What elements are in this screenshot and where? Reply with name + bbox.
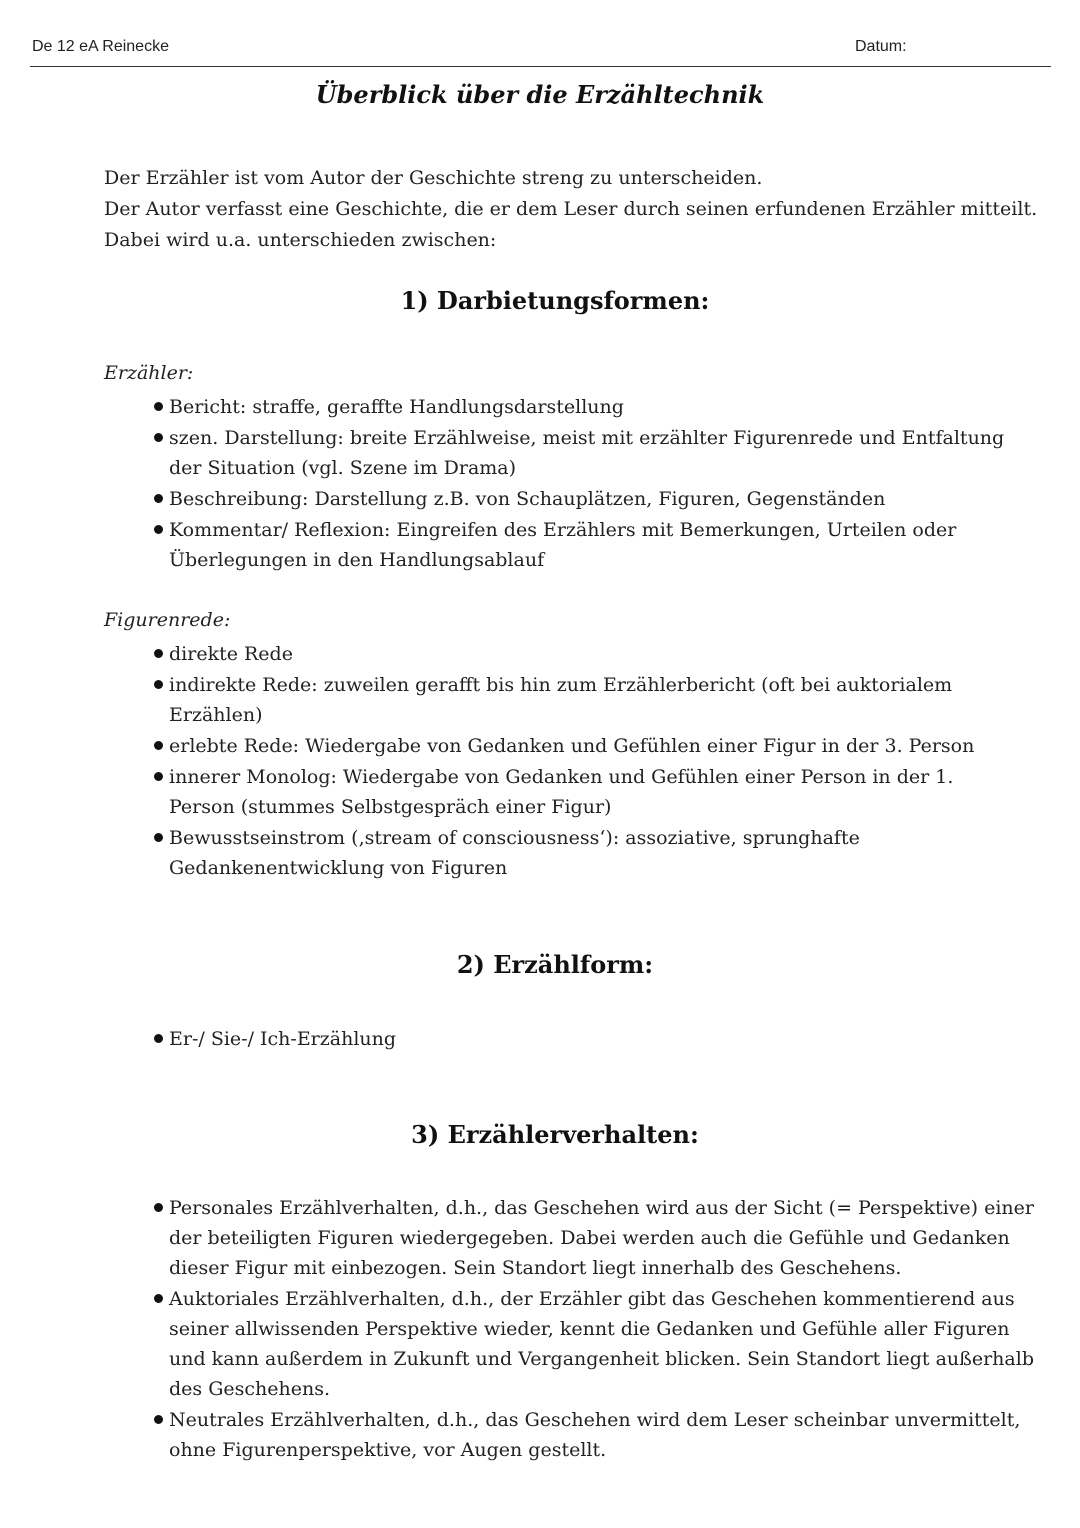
bullet-icon (154, 1034, 163, 1043)
bullet-icon (154, 649, 163, 658)
figurenrede-label: Figurenrede: (104, 609, 231, 631)
date-label: Datum: (855, 38, 907, 55)
page-title: Überblick über die Erzähltechnik (315, 80, 765, 109)
list-item-text: Beschreibung: Darstellung z.B. von Schauplätzen, Figuren, Gegenständen (169, 488, 886, 510)
list-item (152, 1193, 1032, 1283)
erzaehler-label: Erzähler: (104, 362, 194, 384)
list-item-text: Person (stummes Selbstgespräch einer Figur) (169, 796, 612, 818)
erzaehlform-list (152, 1024, 1032, 1055)
list-item-text: der Situation (vgl. Szene im Drama) (169, 457, 517, 479)
list-item (152, 392, 1032, 422)
list-item (152, 515, 1032, 575)
figurenrede-list (152, 639, 1032, 884)
bullet-icon (154, 402, 163, 411)
list-item-text: ohne Figurenperspektive, vor Augen gestellt. (169, 1439, 607, 1461)
bullet-icon (154, 680, 163, 689)
list-item-text: Gedankenentwicklung von Figuren (169, 857, 508, 879)
list-item-text: des Geschehens. (169, 1378, 330, 1400)
list-item-text: dieser Figur mit einbezogen. Sein Standort liegt innerhalb des Geschehens. (169, 1257, 902, 1279)
list-item (152, 639, 1032, 669)
list-item-text: seiner allwissenden Perspektive wieder, kennt die Gedanken und Gefühle aller Figuren (169, 1318, 1010, 1340)
list-item-text: szen. Darstellung: breite Erzählweise, meist mit erzählter Figurenrede und Entfaltung (169, 427, 1005, 449)
bullet-icon (154, 833, 163, 842)
list-item (152, 1405, 1032, 1465)
section-heading-erzaehlform: 2) Erzählform: (456, 950, 654, 979)
section-heading-darbietungsformen: 1) Darbietungsformen: (400, 286, 710, 315)
erzaehler-list (152, 392, 1032, 576)
list-item-text: Neutrales Erzählverhalten, d.h., das Geschehen wird dem Leser scheinbar unvermittelt, (169, 1409, 1021, 1431)
list-item-text: Auktoriales Erzählverhalten, d.h., der Erzähler gibt das Geschehen kommentierend aus (169, 1288, 1015, 1310)
bullet-icon (154, 1294, 163, 1303)
list-item-text: Bewusstseinstrom (‚stream of consciousness‘): assoziative, sprunghafte (169, 827, 860, 849)
list-item-text: Überlegungen in den Handlungsablauf (169, 549, 545, 571)
bullet-icon (154, 1415, 163, 1424)
list-item (152, 670, 1032, 730)
intro-line: Der Erzähler ist vom Autor der Geschichte streng zu unterscheiden. (104, 167, 763, 189)
list-item (152, 731, 1032, 761)
list-item-text: indirekte Rede: zuweilen gerafft bis hin zum Erzählerbericht (oft bei auktorialem (169, 674, 953, 696)
list-item (152, 762, 1032, 822)
list-item-text: Er-/ Sie-/ Ich-Erzählung (169, 1028, 397, 1050)
list-item-text: erlebte Rede: Wiedergabe von Gedanken und Gefühlen einer Figur in der 3. Person (169, 735, 975, 757)
list-item-text: der beteiligten Figuren wiedergegeben. Dabei werden auch die Gefühle und Gedanken (169, 1227, 1010, 1249)
section-heading-erzaehlerverhalten: 3) Erzählerverhalten: (411, 1120, 699, 1149)
course-label: De 12 eA Reinecke (32, 38, 169, 55)
intro-line: Dabei wird u.a. unterschieden zwischen: (104, 229, 497, 251)
page-header (30, 38, 1051, 67)
bullet-icon (154, 433, 163, 442)
list-item (152, 484, 1032, 514)
list-item-text: innerer Monolog: Wiedergabe von Gedanken und Gefühlen einer Person in der 1. (169, 766, 954, 788)
bullet-icon (154, 741, 163, 750)
erzaehlerverhalten-list (152, 1193, 1032, 1466)
bullet-icon (154, 494, 163, 503)
list-item-text: direkte Rede (169, 643, 293, 665)
list-item-text: Bericht: straffe, geraffte Handlungsdarstellung (169, 396, 624, 418)
list-item-text: Personales Erzählverhalten, d.h., das Geschehen wird aus der Sicht (= Perspektive) einer (169, 1197, 1034, 1219)
intro-line: Der Autor verfasst eine Geschichte, die er dem Leser durch seinen erfundenen Erzähler mitteilt. (104, 198, 1038, 220)
list-item (152, 1284, 1032, 1404)
list-item-text: Kommentar/ Reflexion: Eingreifen des Erzählers mit Bemerkungen, Urteilen oder (169, 519, 957, 541)
bullet-icon (154, 1203, 163, 1212)
intro-paragraph (104, 163, 1037, 256)
list-item (152, 423, 1032, 483)
list-item (152, 1024, 1032, 1054)
list-item (152, 823, 1032, 883)
bullet-icon (154, 525, 163, 534)
list-item-text: und kann außerdem in Zukunft und Vergangenheit blicken. Sein Standort liegt außerhalb (169, 1348, 1034, 1370)
bullet-icon (154, 772, 163, 781)
list-item-text: Erzählen) (169, 704, 263, 726)
